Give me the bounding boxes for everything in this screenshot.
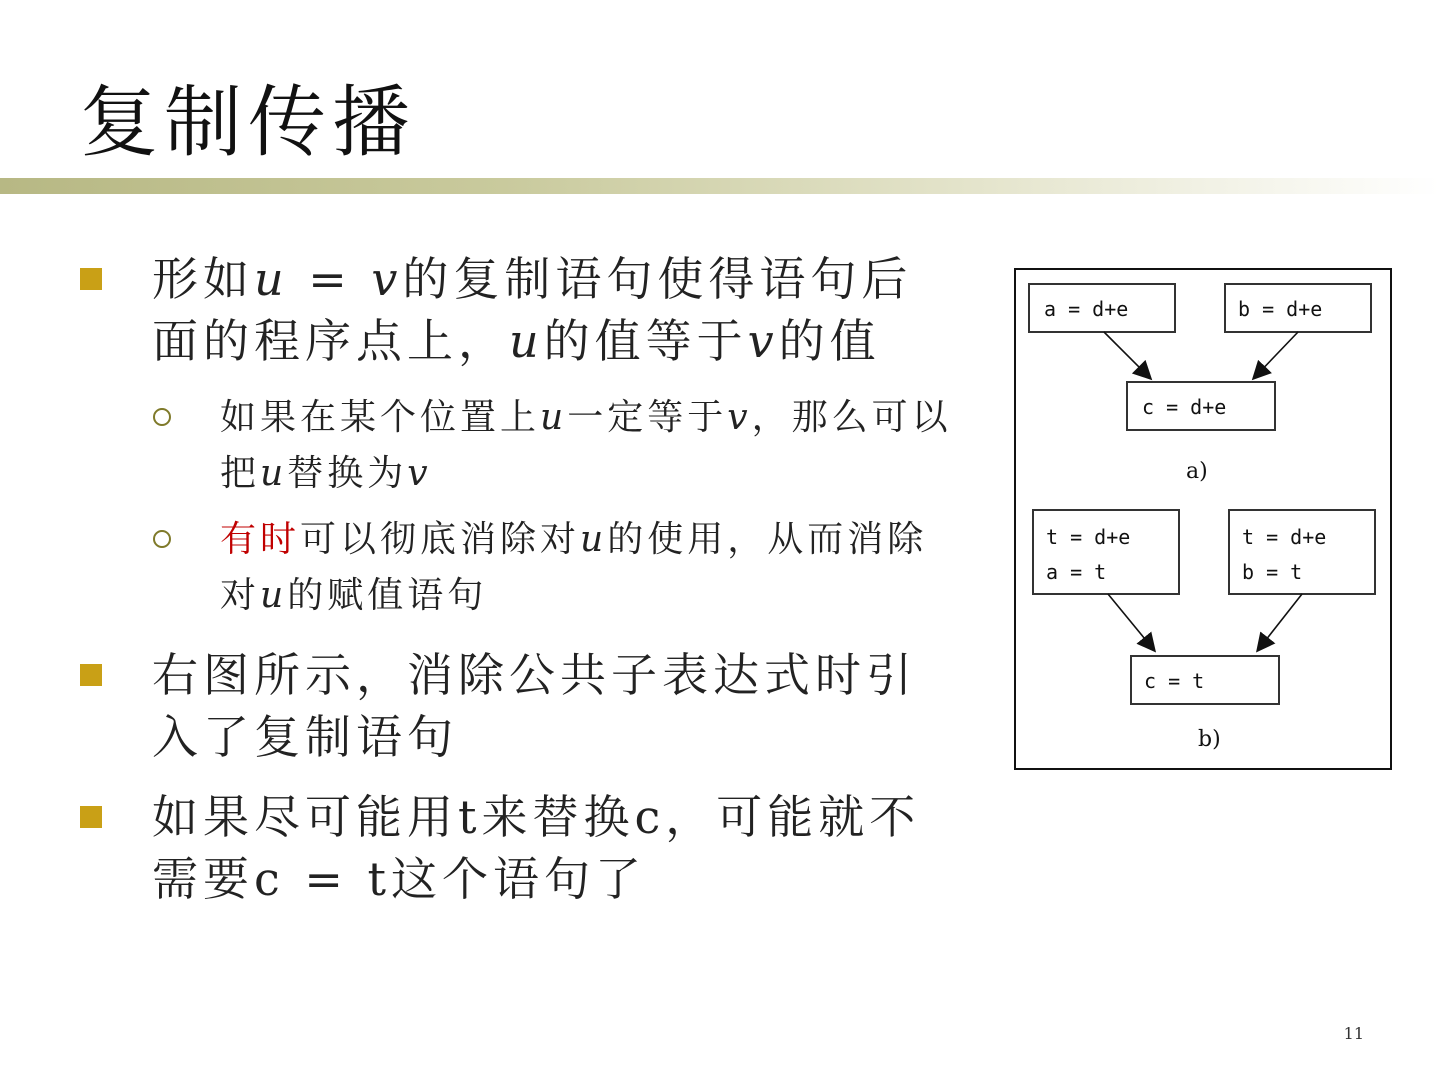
slide-title: 复制传播: [80, 78, 417, 168]
block-b-right-line1: t = d+e: [1242, 525, 1327, 549]
subbullet-replace: 如果在某个位置上u一定等于v，那么可以把u替换为v: [80, 390, 960, 502]
caption-a: a): [1186, 459, 1208, 484]
square-bullet-icon: [80, 664, 102, 686]
block-b-left-line2: a = t: [1046, 560, 1107, 584]
block-a-right-text: b = d+e: [1238, 297, 1323, 321]
bullet-copy-statement: 形如u = v的复制语句使得语句后面的程序点上，u的值等于v的值: [80, 248, 960, 372]
circle-bullet-icon: [153, 408, 171, 426]
arrow-a-left: [1104, 332, 1150, 378]
arrow-b-left: [1108, 594, 1154, 650]
caption-b: b): [1198, 727, 1221, 752]
block-b-left-line1: t = d+e: [1046, 525, 1131, 549]
circle-bullet-icon: [153, 530, 171, 548]
bullet-figure-explanation: 右图所示，消除公共子表达式时引入了复制语句: [80, 644, 960, 768]
page-number: 11: [1343, 1024, 1364, 1043]
title-underline-bar: [0, 178, 1440, 194]
copy-propagation-figure: [1014, 268, 1392, 770]
arrow-b-right: [1258, 594, 1302, 650]
block-a-bottom-text: c = d+e: [1142, 395, 1227, 419]
block-a-left-text: a = d+e: [1044, 297, 1129, 321]
flow-graph-diagram: [1016, 270, 1390, 768]
arrow-a-right: [1254, 332, 1298, 378]
subbullet-eliminate: 有时可以彻底消除对u的使用，从而消除对u的赋值语句: [80, 512, 960, 624]
square-bullet-icon: [80, 268, 102, 290]
block-b-bottom-text: c = t: [1144, 669, 1205, 693]
square-bullet-icon: [80, 806, 102, 828]
slide-content: [80, 248, 960, 928]
block-b-right-line2: b = t: [1242, 560, 1303, 584]
bullet-replace-c: 如果尽可能用t来替换c，可能就不需要c = t这个语句了: [80, 786, 960, 910]
